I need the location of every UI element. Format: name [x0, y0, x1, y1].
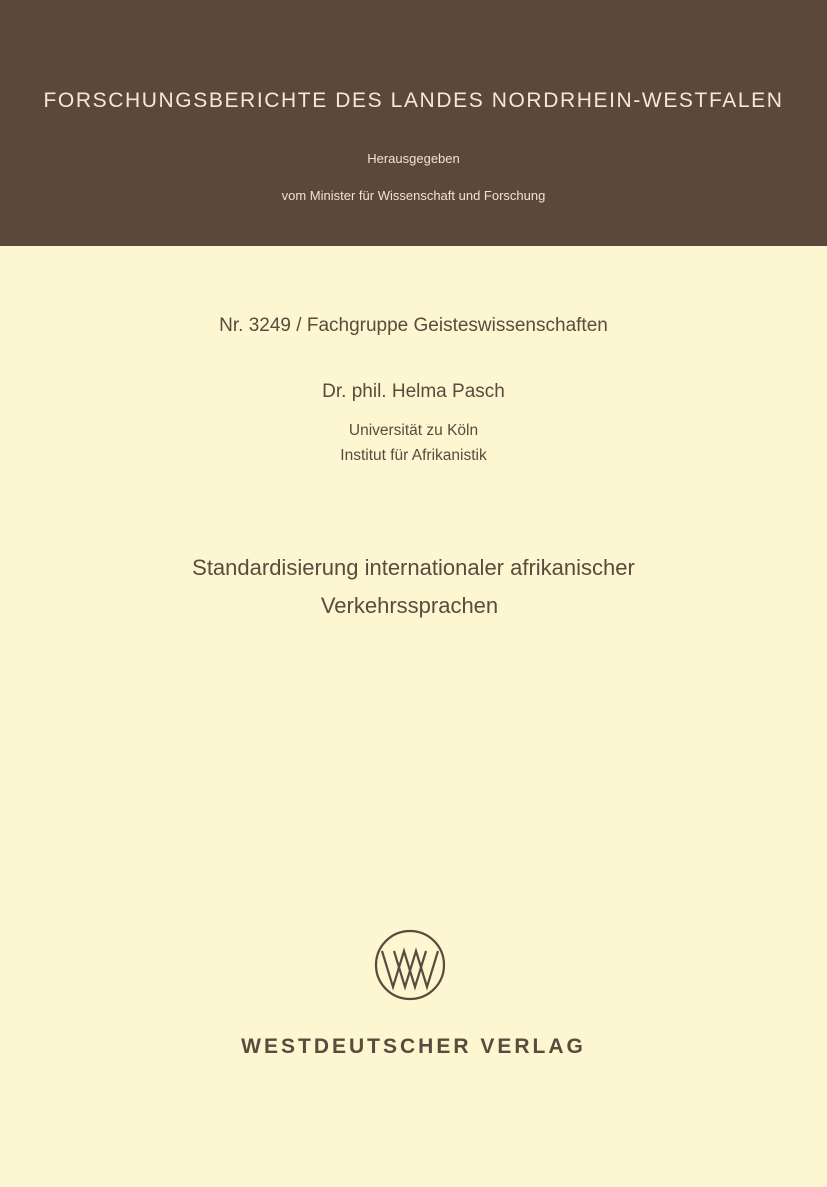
book-title-line-1: Standardisierung internationaler afrikanischer: [192, 555, 635, 580]
editor-line-2: vom Minister für Wissenschaft und Forschung: [281, 188, 546, 203]
author-affiliation-2: Institut für Afrikanistik: [340, 447, 487, 464]
volume-number: Nr. 3249 / Fachgruppe Geisteswissenschaften: [219, 315, 608, 336]
author-affiliation-1: Universität zu Köln: [348, 422, 479, 439]
book-title-line-2: Verkehrssprachen: [320, 593, 499, 618]
editor-line-1: Herausgegeben: [367, 151, 460, 166]
author-name: Dr. phil. Helma Pasch: [322, 381, 505, 402]
series-title: FORSCHUNGSBERICHTE DES LANDES NORDRHEIN-WESTFALEN: [43, 89, 784, 112]
publisher-name: WESTDEUTSCHER VERLAG: [241, 1035, 586, 1058]
series-header-band: [0, 0, 827, 246]
westdeutscher-verlag-ww-logo-icon: [374, 929, 446, 1001]
